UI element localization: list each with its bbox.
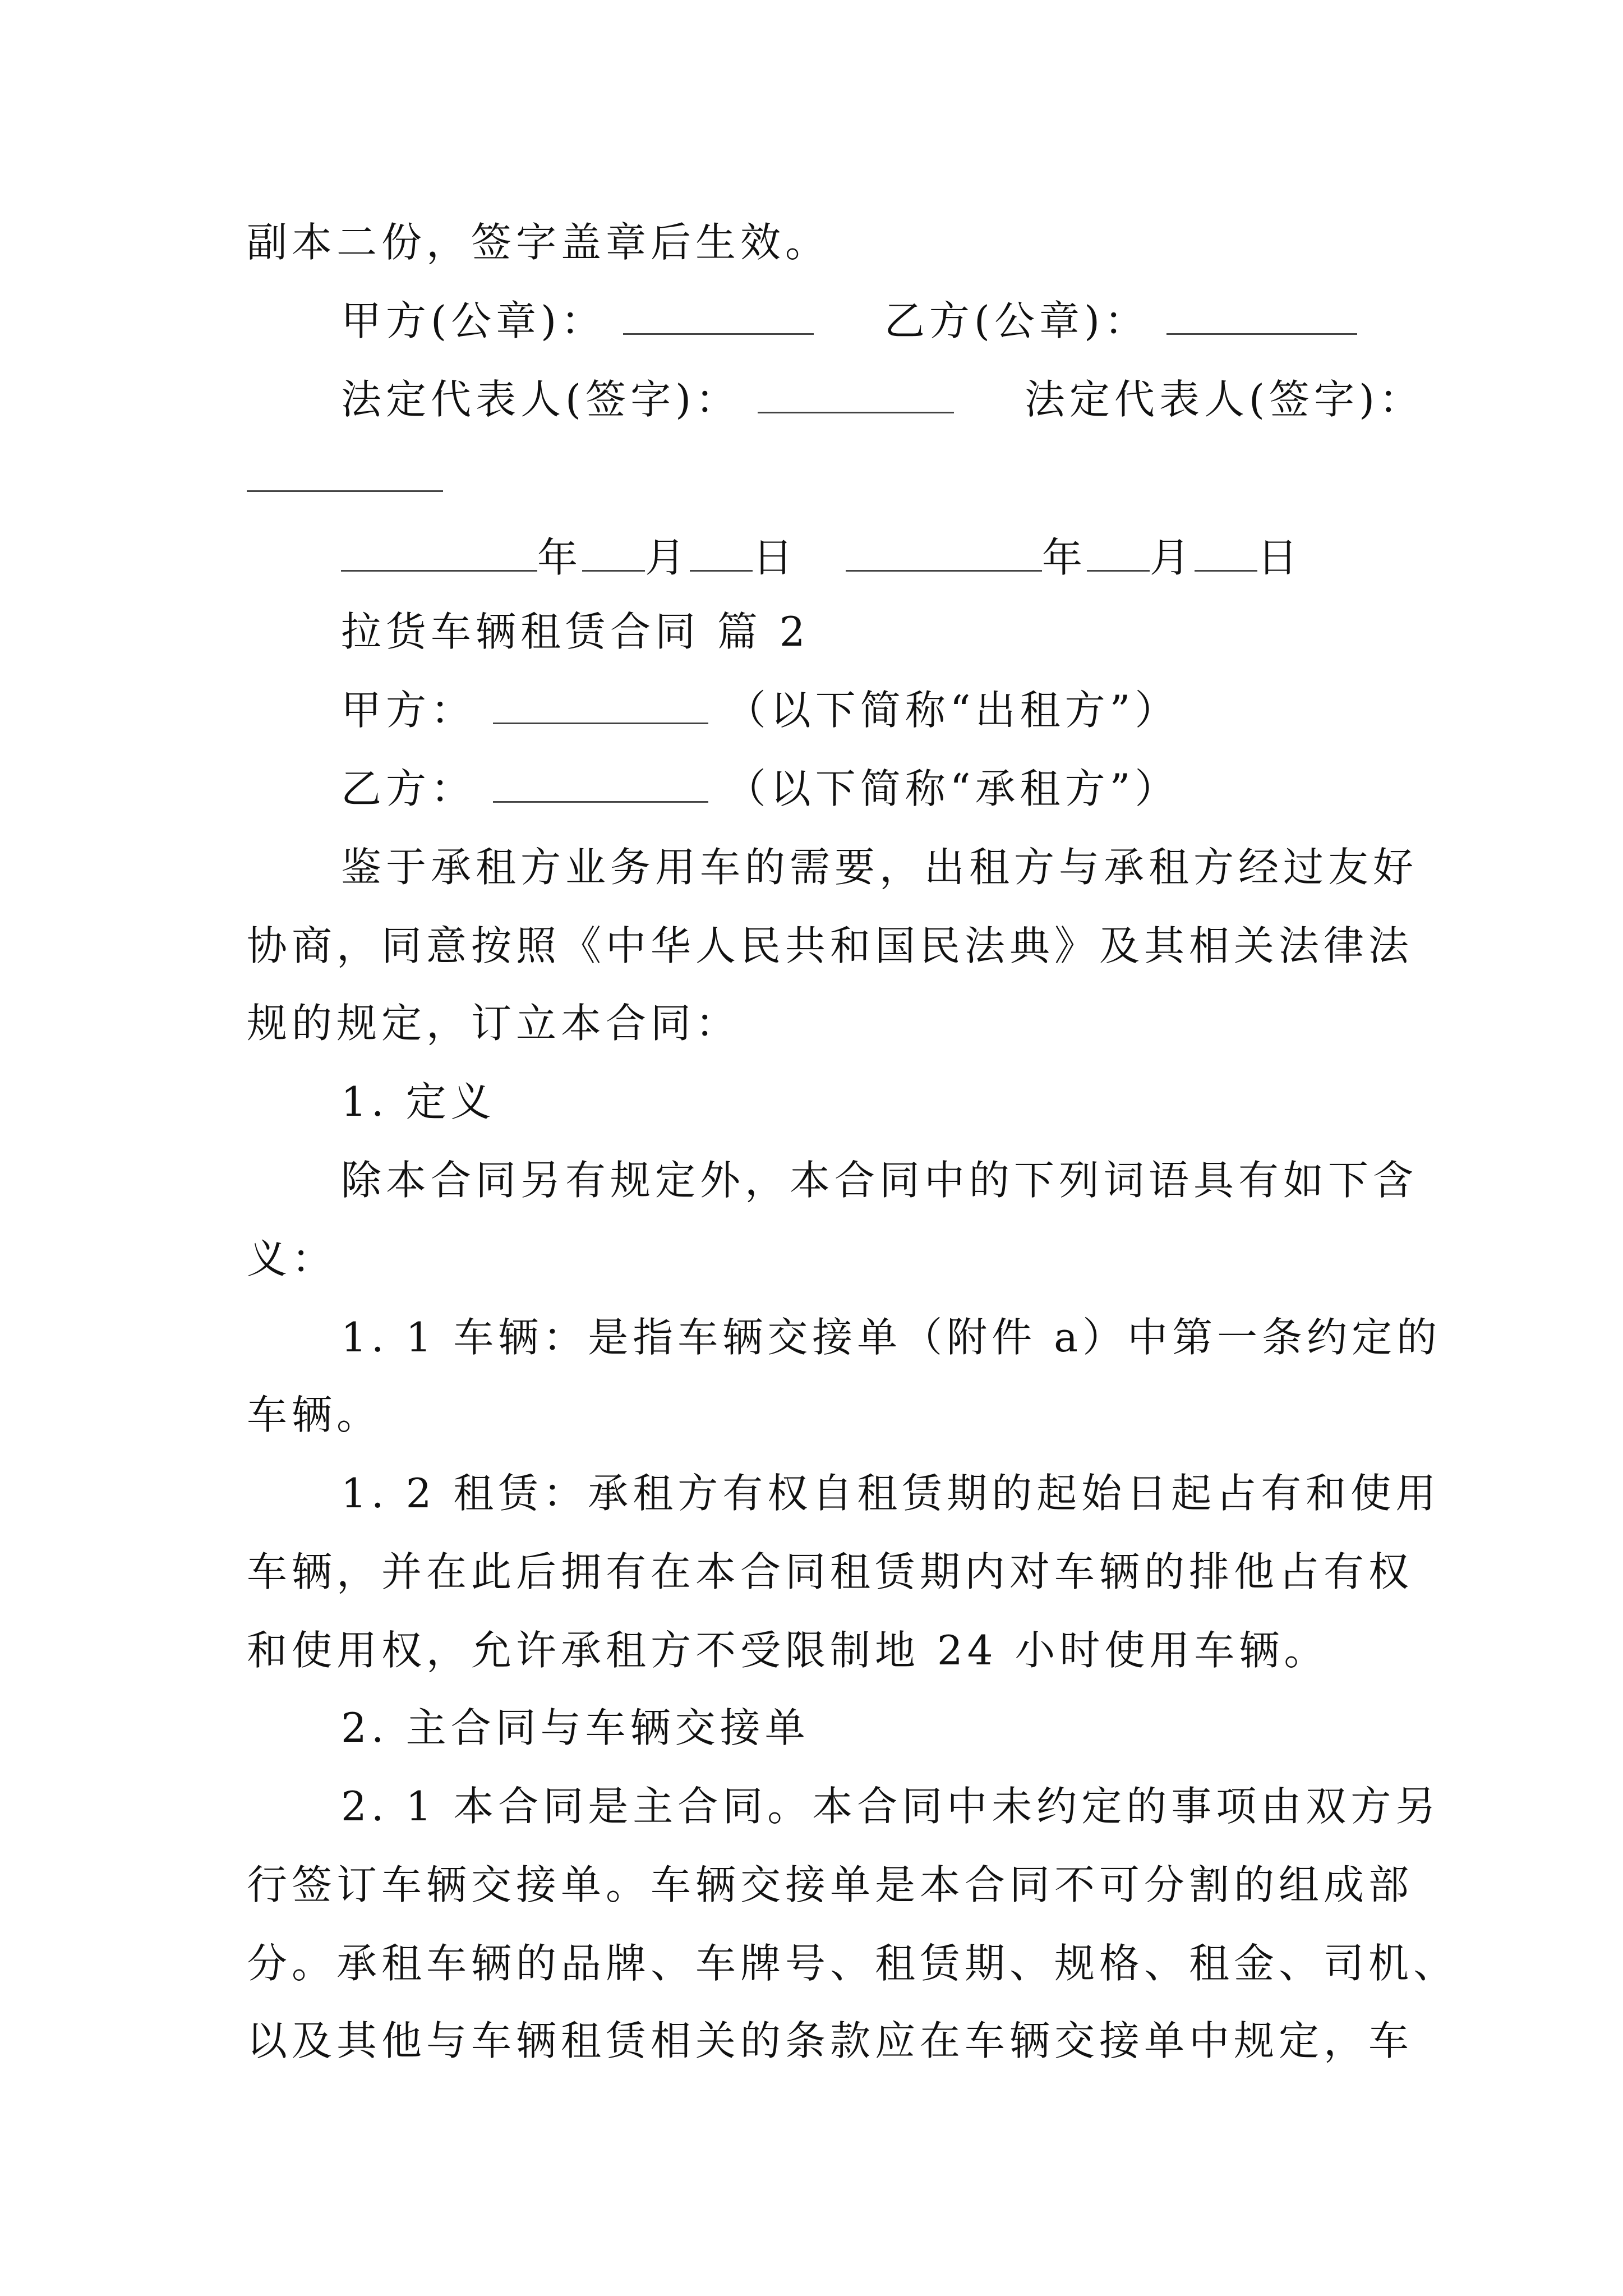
section-title: 拉货车辆租赁合同 篇 2 [341,608,810,655]
date-line: 年 月 日 年 月 日 [341,530,1302,586]
blank-line [623,298,814,335]
paragraph-line: 除本合同另有规定外，本合同中的下列词语具有如下含 [341,1157,1418,1204]
paragraph-line: 1. 1 车辆：是指车辆交接单（附件 a）中第一条约定的 [341,1314,1442,1361]
heading-main-contract: 2. 主合同与车辆交接单 [341,1704,810,1751]
paragraph-line: 鉴于承租方业务用车的需要，出租方与承租方经过友好 [341,844,1418,891]
blank-line [1195,535,1257,572]
blank-line [341,535,537,572]
paragraph-line: 1. 2 租赁：承租方有权自租赁期的起始日起占有和使用 [341,1470,1441,1517]
paragraph-line: 以及其他与车辆租赁相关的条款应在车辆交接单中规定，车 [247,2017,1414,2064]
blank-line [758,377,954,413]
paragraph-line: 和使用权，允许承租方不受限制地 24 小时使用车辆。 [247,1627,1329,1674]
paragraph-line: 义： [247,1235,337,1282]
paragraph-line: 分。承租车辆的品牌、车牌号、租赁期、规格、租金、司机、 [247,1940,1459,1987]
text-line: 副本二份，签字盖章后生效。 [247,219,831,266]
paragraph-line: 2. 1 本合同是主合同。本合同中未约定的事项由双方另 [341,1783,1441,1830]
blank-line-wrap [247,450,443,506]
paragraph-line: 行签订车辆交接单。车辆交接单是本合同不可分割的组成部 [247,1861,1414,1908]
blank-line [247,455,443,492]
paragraph-line: 车辆。 [247,1391,382,1438]
blank-line [846,535,1042,572]
party-b-line: 乙方： （以下简称“承租方”） [341,765,1180,812]
signature-line-representatives: 法定代表人(签字)： 法定代表人(签字)： [341,376,1424,423]
signature-line-seals: 甲方(公章)： 乙方(公章)： [341,293,1357,349]
heading-definitions: 1. 定义 [341,1078,496,1125]
blank-line [690,535,753,572]
paragraph-line: 规的规定，订立本合同： [247,1000,741,1047]
blank-line [1166,298,1357,335]
blank-line [493,766,708,803]
party-a-line: 甲方： （以下简称“出租方”） [341,687,1180,734]
paragraph-line: 协商，同意按照《中华人民共和国民法典》及其相关法律法 [247,922,1414,969]
blank-line [582,535,645,572]
paragraph-line: 车辆，并在此后拥有在本合同租赁期内对车辆的排他占有权 [247,1548,1414,1595]
blank-line [1087,535,1150,572]
blank-line [493,688,708,724]
